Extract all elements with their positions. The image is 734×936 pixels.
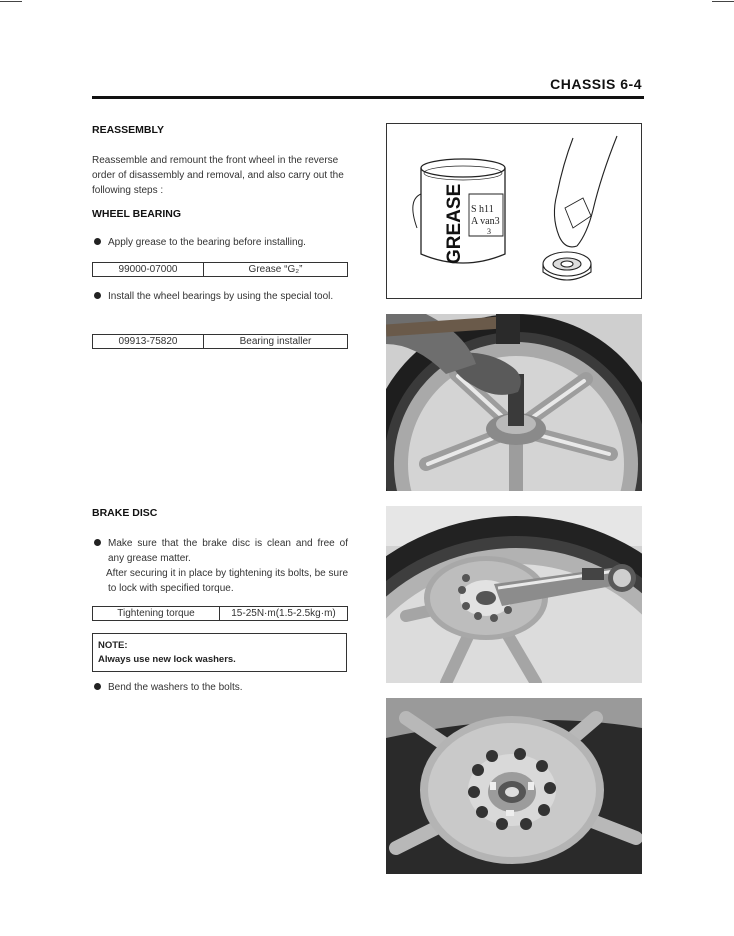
figure-brake-disc-washers (386, 698, 642, 874)
brake-disc-step-2: Bend the washers to the bolts. (94, 682, 243, 693)
figure-bearing-installer (386, 314, 642, 491)
grease-name: Grease “G₂” (248, 264, 303, 275)
figure-torque-wrench (386, 506, 642, 683)
tool-part-number: 09913-75820 (93, 335, 204, 348)
header-rule (92, 96, 644, 99)
bullet-icon (94, 683, 101, 690)
torque-value: 15-25N·m(1.5-2.5kg·m) (231, 608, 336, 619)
grease-can-lettering (444, 184, 465, 264)
brake-disc-step-1: Make sure that the brake disc is clean and free of any grease matter. After securing it in place by tightening its bolts, be sure to lock with specified torque. (94, 536, 348, 596)
brake-disc-photo (386, 698, 642, 874)
figure-grease-bearing (386, 123, 642, 299)
can-label-line: 3 (487, 227, 491, 236)
bullet-icon (94, 292, 101, 299)
page-header-title: CHASSIS 6-4 (550, 76, 642, 92)
bearing-drawing (543, 252, 591, 280)
grease-can-label: GREASE (444, 183, 465, 264)
bullet-icon (94, 539, 101, 546)
tool-name: Bearing installer (239, 336, 312, 347)
intro-line: Reassemble and remount the front wheel in the reverse (92, 155, 339, 166)
reassembly-intro (92, 153, 347, 198)
can-label-line: A van3 (471, 216, 500, 227)
corner-mark-left (0, 1, 22, 2)
corner-mark-right (712, 1, 734, 2)
wheel-bearing-step-1: Apply grease to the bearing before installing. (94, 237, 306, 248)
note-text: Always use new lock washers. (98, 654, 236, 665)
intro-line: order of disassembly and removal, and also carry out the (92, 170, 344, 181)
torque-wrench-photo (386, 506, 642, 683)
tool-spec-table (92, 334, 348, 349)
wheel-bearing-step-2: Install the wheel bearings by using the special tool. (94, 291, 333, 302)
torque-spec-table (92, 606, 348, 621)
intro-line: following steps : (92, 185, 164, 196)
note-box (92, 633, 347, 672)
brake-disc-heading: BRAKE DISC (92, 507, 158, 519)
wheel-bearing-heading: WHEEL BEARING (92, 208, 182, 220)
reassembly-heading: REASSEMBLY (92, 124, 164, 136)
grease-part-number: 99000-07000 (93, 263, 204, 276)
bullet-icon (94, 238, 101, 245)
can-label-line: S h11 (471, 204, 494, 215)
grease-spec-table (92, 262, 348, 277)
grease-bearing-illustration (387, 124, 641, 298)
note-title: NOTE: (98, 640, 128, 651)
torque-label: Tightening torque (93, 607, 220, 620)
bearing-installer-photo (386, 314, 642, 491)
